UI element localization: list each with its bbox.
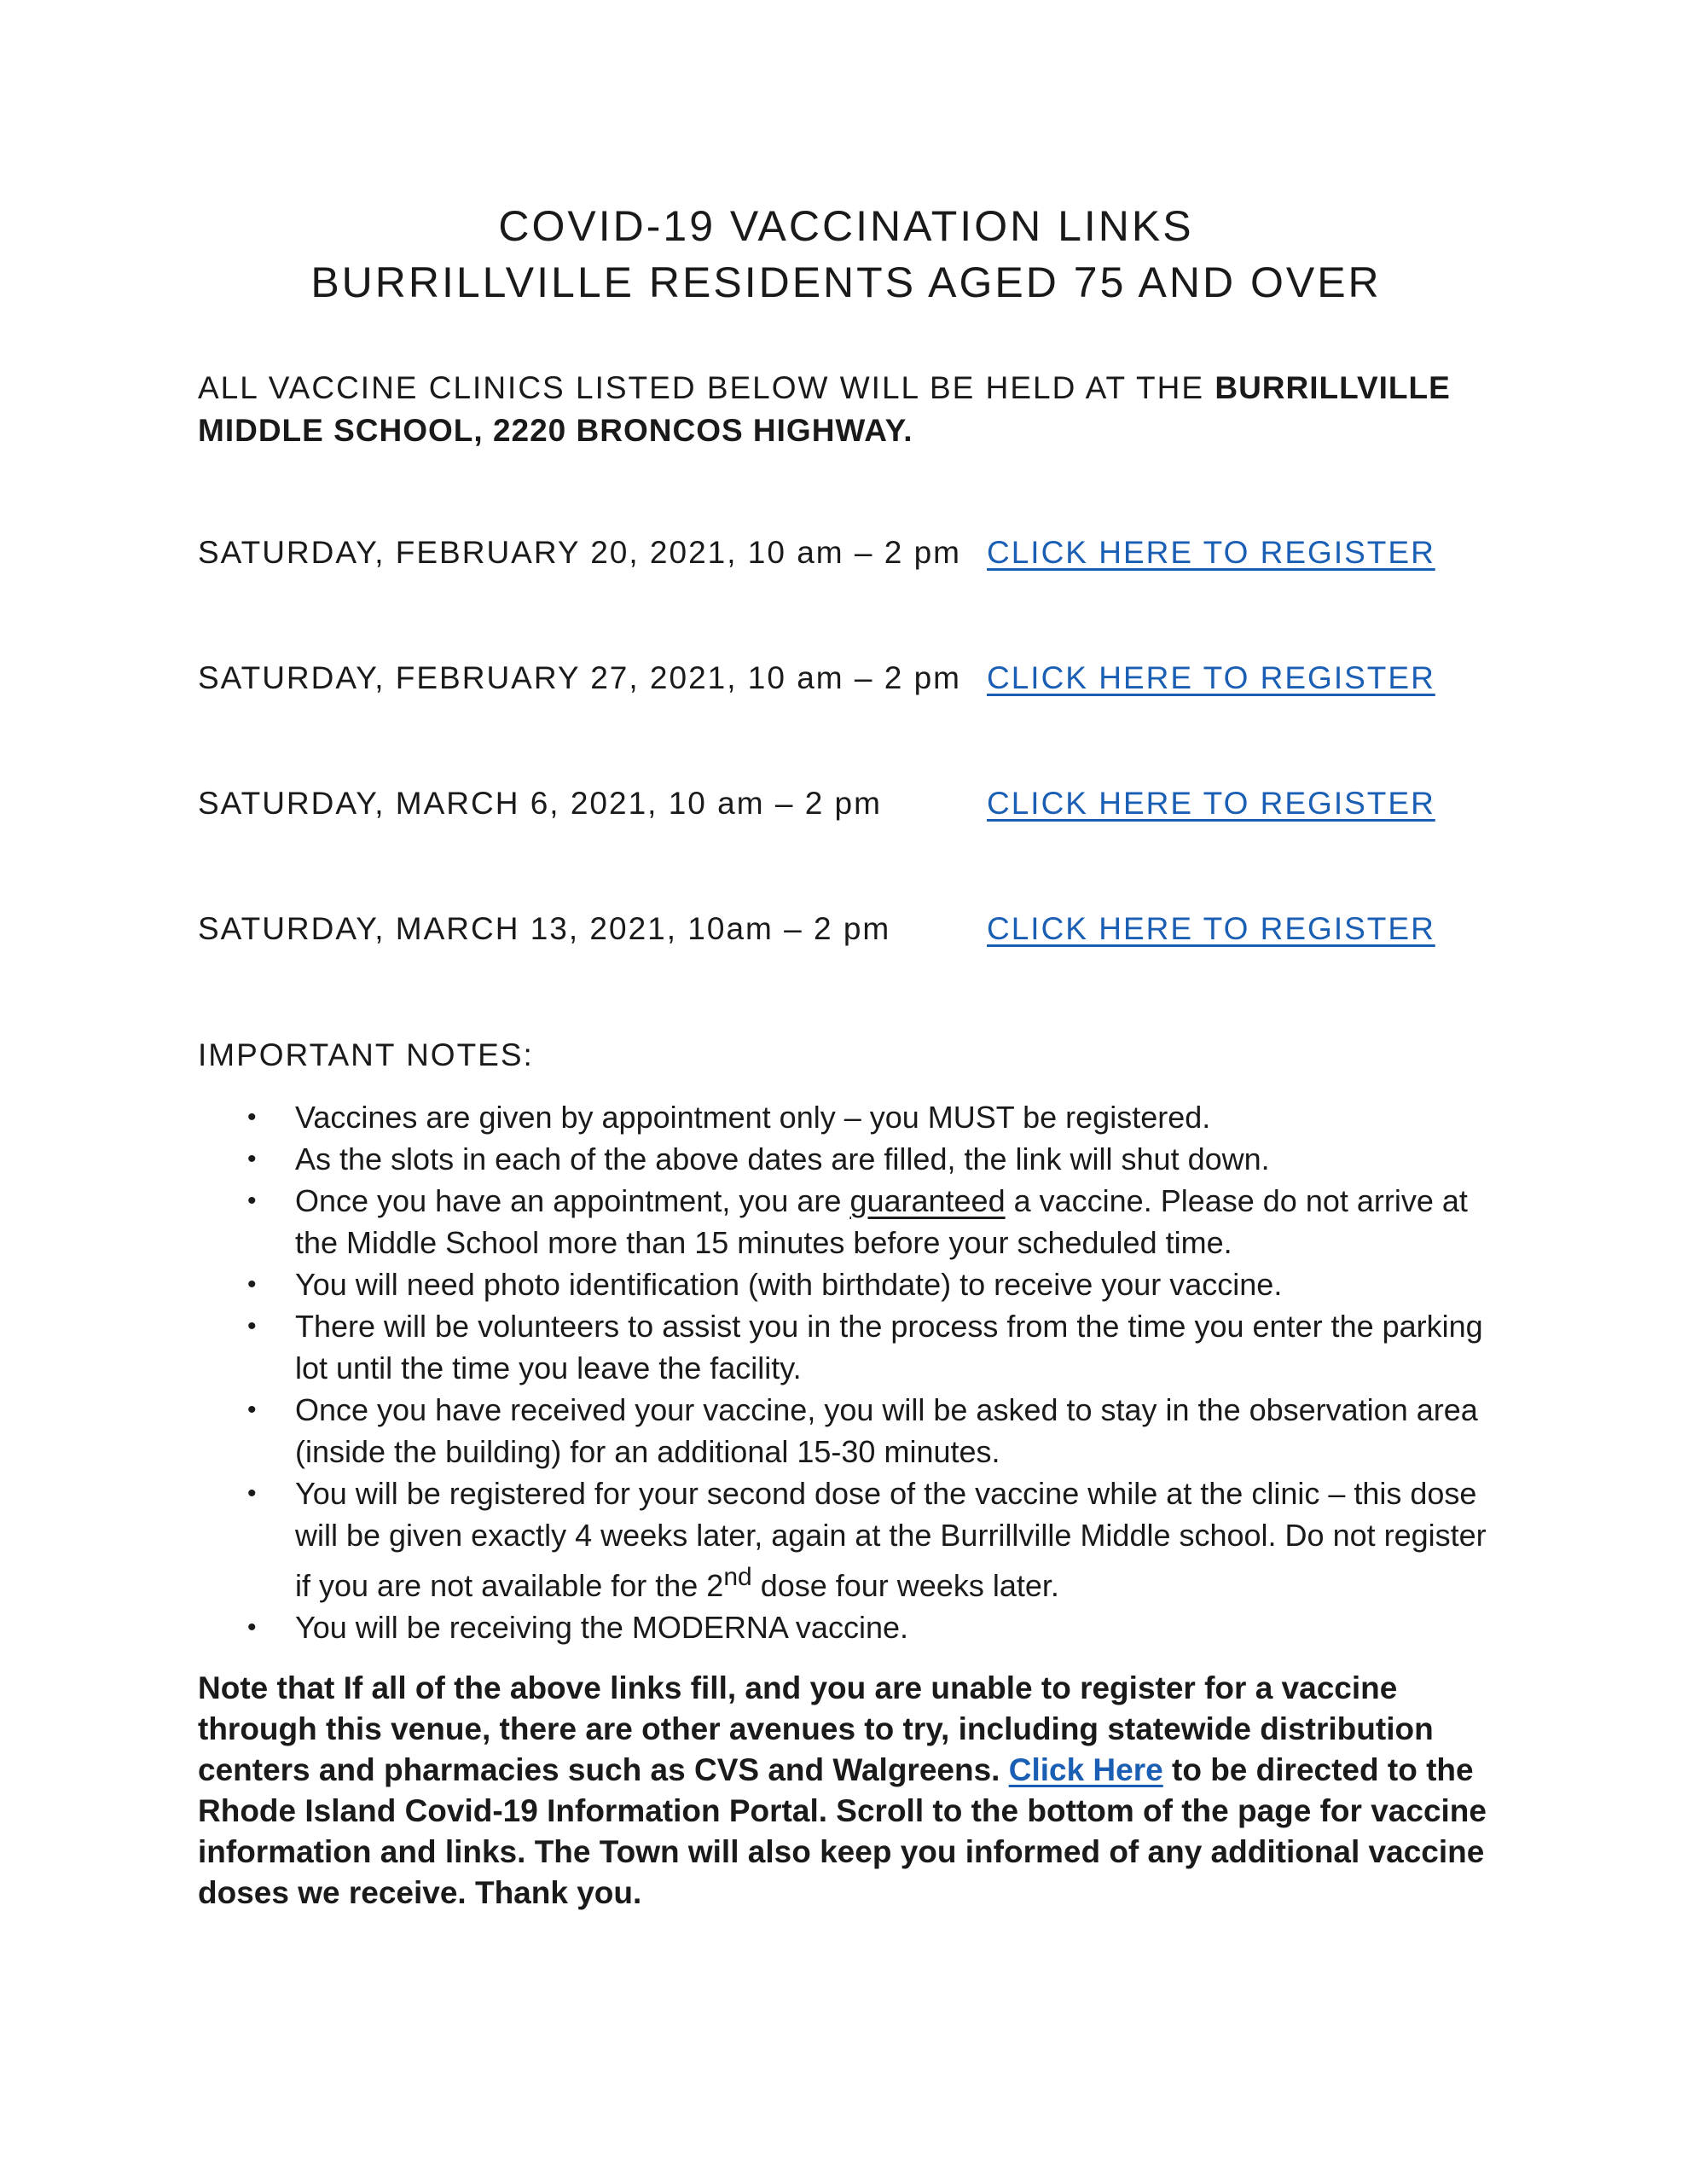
note-text: Once you have an appointment, you are	[295, 1183, 850, 1218]
bullet-icon: •	[247, 1103, 257, 1131]
clinic-row	[198, 782, 1494, 825]
bullet-icon: •	[247, 1145, 257, 1173]
notes-heading: IMPORTANT NOTES:	[198, 1037, 534, 1072]
superscript-text: nd	[723, 1563, 752, 1591]
intro-paragraph	[198, 367, 1494, 452]
list-item	[198, 1180, 1494, 1263]
footer-text: Note that If all of the above links fill, and you are unable to register for a vaccine through this venue, there are other avenues to try, including statewide distribution centers and pharmacies such as CVS and Walgreens.	[198, 1670, 1434, 1787]
clinic-row	[198, 908, 1494, 950]
footer-note	[198, 1668, 1494, 1914]
clinic-row	[198, 657, 1494, 700]
document-page	[198, 0, 1494, 2184]
page-title	[198, 198, 1494, 311]
clinic-row	[198, 531, 1494, 574]
intro-text: ALL VACCINE CLINICS LISTED BELOW WILL BE HELD AT THE	[198, 370, 1215, 405]
list-item	[198, 1263, 1494, 1305]
note-text: dose four weeks later.	[751, 1568, 1059, 1603]
register-link[interactable]: CLICK HERE TO REGISTER	[987, 535, 1435, 570]
bullet-icon: •	[247, 1396, 257, 1424]
note-text: There will be volunteers to assist you in the process from the time you enter the parking lot until the time you leave the facility.	[295, 1309, 1483, 1385]
note-text: You will need photo identification (with birthdate) to receive your vaccine.	[295, 1267, 1283, 1302]
register-link[interactable]: CLICK HERE TO REGISTER	[987, 786, 1435, 821]
underlined-text: guaranteed	[849, 1183, 1006, 1218]
list-item	[198, 1389, 1494, 1472]
clinic-date: SATURDAY, MARCH 13, 2021, 10am – 2 pm	[198, 911, 891, 946]
clinic-date: SATURDAY, FEBRUARY 20, 2021, 10 am – 2 pm	[198, 535, 962, 570]
note-text: You will be receiving the MODERNA vaccine.	[295, 1610, 908, 1645]
bullet-icon: •	[247, 1613, 257, 1641]
bullet-icon: •	[247, 1187, 257, 1215]
info-portal-link[interactable]: Click Here	[1008, 1752, 1163, 1787]
note-text: a vaccine. Please do not arrive at the Middle School more than 15 minutes before your scheduled time.	[295, 1183, 1468, 1260]
note-text: Vaccines are given by appointment only – you MUST be registered.	[295, 1100, 1211, 1135]
title-line-2: BURRILLVILLE RESIDENTS AGED 75 AND OVER	[310, 258, 1382, 306]
clinic-date: SATURDAY, FEBRUARY 27, 2021, 10 am – 2 pm	[198, 660, 962, 695]
list-item	[198, 1606, 1494, 1648]
bullet-icon: •	[247, 1270, 257, 1298]
intro-location: BURRILLVILLE MIDDLE SCHOOL, 2220 BRONCOS HIGHWAY.	[198, 370, 1451, 448]
list-item	[198, 1305, 1494, 1389]
notes-list	[198, 1096, 1494, 1648]
bullet-icon: •	[247, 1312, 257, 1340]
title-line-1: COVID-19 VACCINATION LINKS	[498, 202, 1194, 250]
list-item	[198, 1138, 1494, 1180]
bullet-icon: •	[247, 1479, 257, 1507]
footer-text: to be directed to the Rhode Island Covid-19 Information Portal. Scroll to the bottom of the page for vaccine information and links. The Town will also keep you informed of any additional vaccine doses we receive. Thank you.	[198, 1752, 1487, 1910]
note-text: You will be registered for your second dose of the vaccine while at the clinic – this dose will be given exactly 4 weeks later, again at the Burrillville Middle school. Do not register if you are not available for the 2	[295, 1476, 1487, 1603]
register-link[interactable]: CLICK HERE TO REGISTER	[987, 660, 1435, 695]
clinic-date: SATURDAY, MARCH 6, 2021, 10 am – 2 pm	[198, 786, 882, 821]
note-text: As the slots in each of the above dates are filled, the link will shut down.	[295, 1141, 1270, 1176]
note-text: Once you have received your vaccine, you will be asked to stay in the observation area (inside the building) for an additional 15-30 minutes.	[295, 1392, 1478, 1469]
list-item	[198, 1096, 1494, 1138]
register-link[interactable]: CLICK HERE TO REGISTER	[987, 911, 1435, 946]
list-item	[198, 1472, 1494, 1606]
